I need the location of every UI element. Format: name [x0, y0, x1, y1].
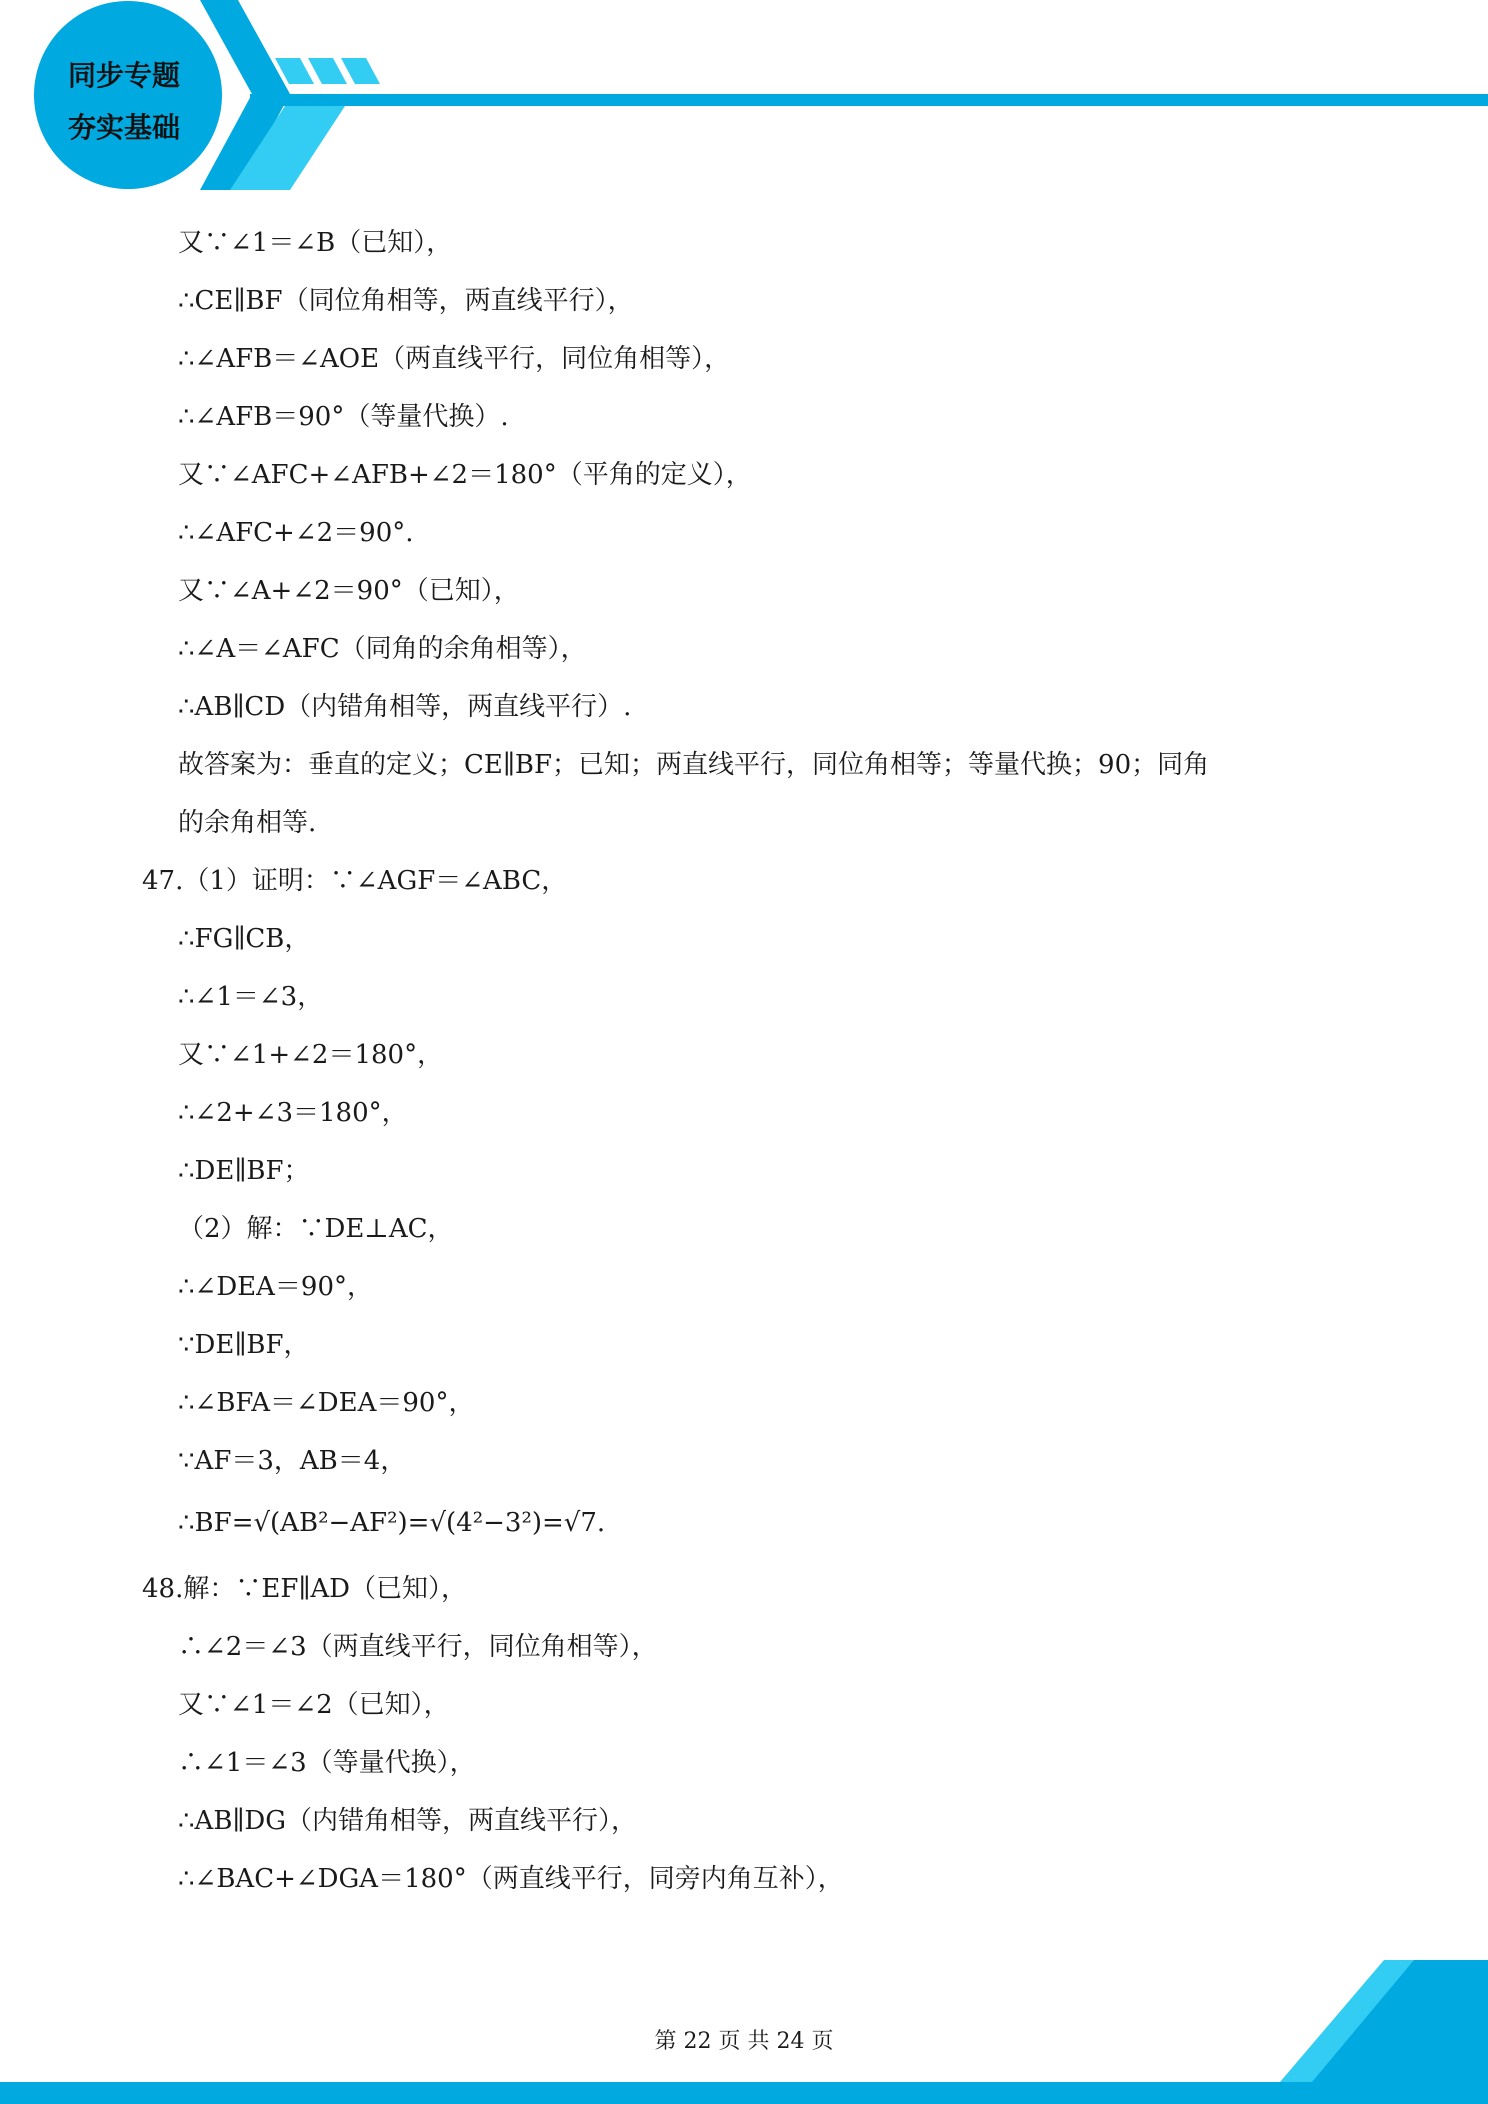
text-line: ∴∠AFC+∠2＝90°. [178, 518, 414, 548]
text-line: ∴DE∥BF； [178, 1156, 310, 1186]
text-line: 又∵∠A+∠2＝90°（已知）， [178, 576, 520, 606]
badge-title-line2: 夯实基础 [67, 111, 180, 144]
header-banner [0, 0, 1488, 200]
text-line: ∴∠AFB＝90°（等量代换）. [178, 402, 509, 432]
answer-summary-line: 故答案为：垂直的定义；CE∥BF；已知；两直线平行，同位角相等；等量代换；90；同角 [178, 750, 1210, 780]
text-line: ∴∠BAC+∠DGA＝180°（两直线平行，同旁内角互补）， [178, 1864, 844, 1894]
badge-title-line1: 同步专题 [67, 59, 180, 92]
page-number: 第 22 页 共 24 页 [654, 2029, 834, 2054]
text-line: 又∵∠1＝∠B（已知）， [178, 228, 453, 258]
text-line: ∴FG∥CB， [178, 924, 311, 954]
text-line: ∴AB∥DG（内错角相等，两直线平行）， [178, 1806, 638, 1836]
text-line: ∴∠2＝∠3（两直线平行，同位角相等）， [178, 1632, 658, 1662]
problem-48-heading: 48.解：∵EF∥AD（已知）， [142, 1574, 468, 1604]
text-line: 又∵∠1＝∠2（已知）， [178, 1690, 450, 1720]
text-line: ∴∠AFB＝∠AOE（两直线平行，同位角相等）， [178, 344, 731, 374]
part-2-heading: （2）解：∵DE⊥AC， [178, 1214, 454, 1244]
text-line: ∵DE∥BF， [178, 1330, 310, 1360]
text-line: ∴∠1＝∠3（等量代换）， [178, 1748, 476, 1778]
text-line: ∵AF＝3，AB＝4， [178, 1446, 407, 1476]
text-line: ∴AB∥CD（内错角相等，两直线平行）. [178, 692, 632, 722]
text-line: ∴∠1＝∠3， [178, 982, 324, 1012]
text-line: ∴CE∥BF（同位角相等，两直线平行）， [178, 286, 634, 316]
text-line: ∴∠BFA＝∠DEA＝90°， [178, 1388, 475, 1418]
sqrt-formula-line: ∴BF=√(AB²−AF²)=√(4²−3²)=√7. [178, 1508, 606, 1538]
problem-47-heading: 47.（1）证明：∵∠AGF＝∠ABC， [142, 866, 568, 896]
text-line: ∴∠2+∠3＝180°， [178, 1098, 408, 1128]
text-line: 又∵∠1+∠2＝180°， [178, 1040, 444, 1070]
text-line: 又∵∠AFC+∠AFB+∠2＝180°（平角的定义）， [178, 460, 752, 490]
text-line: ∴∠A＝∠AFC（同角的余角相等）， [178, 634, 587, 664]
text-line: ∴∠DEA＝90°， [178, 1272, 374, 1302]
answer-summary-line: 的余角相等. [178, 808, 317, 838]
